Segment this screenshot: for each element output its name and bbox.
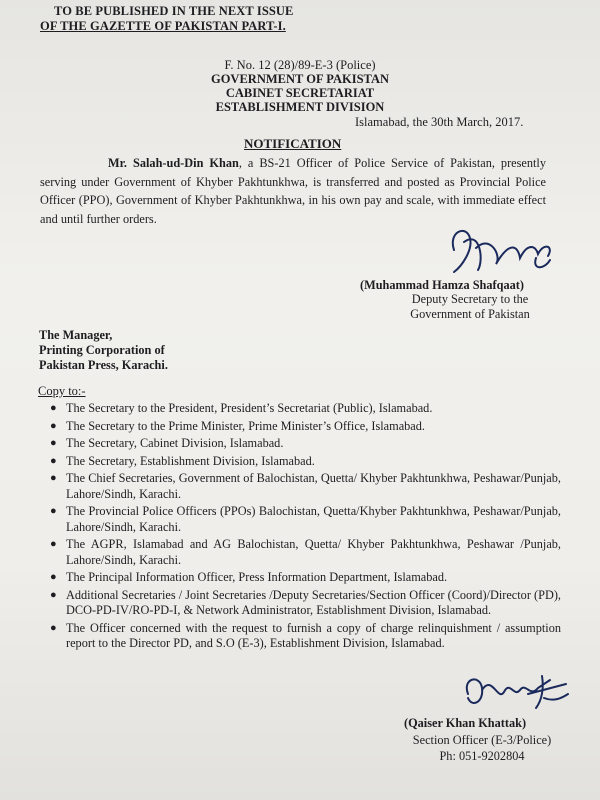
list-item: ● The Secretary to the President, President’s Secretariat (Public), Islamabad. [50, 401, 433, 415]
officer-name: Mr. Salah-ud-Din Khan [108, 156, 239, 170]
list-item: ● The Secretary to the Prime Minister, Prime Minister’s Office, Islamabad. [50, 418, 425, 433]
list-item: ● The Secretary, Establishment Division, Islamabad. [50, 453, 315, 468]
signatory-1-name: (Muhammad Hamza Shafqaat) [360, 278, 524, 292]
signature-2 [458, 668, 573, 716]
list-item: ● The Officer concerned with the request to furnish a copy of charge relinquishment / assumption report to the Director PD, and S.O (E-3), Establishment Division, Islamabad. [50, 620, 561, 650]
copy-to-list [50, 401, 561, 654]
list-item: ● The Principal Information Officer, Press Information Department, Islamabad. [50, 570, 448, 584]
bullet-icon: ● [50, 437, 57, 449]
bullet-icon: ● [50, 505, 57, 517]
list-item: ● Additional Secretaries / Joint Secretaries /Deputy Secretaries/Section Officer (Coord)/Director (PD), DCO-PD-IV/RO-PD-I, & Network Administrator, Establishment Division, Islamabad. [50, 587, 561, 617]
issue-date: Islamabad, the 30th March, 2017. [355, 115, 524, 129]
addressee-line-2: Printing Corporation of [39, 343, 165, 357]
file-number: F. No. 12 (28)/89-E-3 (Police) [224, 58, 376, 72]
bullet-icon: ● [50, 621, 57, 634]
gazette-publication-line-1: TO BE PUBLISHED IN THE NEXT ISSUE [54, 4, 294, 18]
notification-title: NOTIFICATION [244, 136, 342, 151]
bullet-icon: ● [50, 402, 57, 414]
list-item: ● The Chief Secretaries, Government of Balochistan, Quetta/ Khyber Pakhtunkhwa, Peshawar/Punjab, Lahore/Sindh, Karachi. [50, 471, 561, 501]
signatory-1-designation-2: Government of Pakistan [410, 307, 530, 321]
notification-text: , a BS-21 Officer of Police Service of Pakistan, presently serving under Government of Khyber Pakhtunkhwa, is transferred and posted as Provincial Police Officer (PPO), Government of Khyber Pakhtunkhwa, in his own pay and scale, with immediate effect and until further orders. [40, 156, 546, 226]
bullet-icon: ● [50, 538, 57, 550]
secretariat-heading: CABINET SECRETARIAT [225, 86, 375, 100]
bullet-icon: ● [50, 419, 57, 432]
signatory-2-phone: Ph: 051-9202804 [439, 749, 525, 763]
signatory-2-name: (Qaiser Khan Khattak) [404, 716, 527, 730]
notification-body [40, 154, 546, 228]
addressee-line-1: The Manager, [39, 328, 113, 342]
gazette-publication-line-2: OF THE GAZETTE OF PAKISTAN PART-I. [40, 19, 286, 33]
bullet-icon: ● [50, 588, 57, 601]
bullet-icon: ● [50, 472, 57, 484]
addressee-line-3: Pakistan Press, Karachi. [39, 358, 168, 372]
list-item: ● The Provincial Police Officers (PPOs) Balochistan, Quetta/Khyber Pakhtunkhwa, Peshawar/Punjab, Lahore/Sindh, Karachi. [50, 504, 561, 534]
division-heading: ESTABLISHMENT DIVISION [215, 100, 385, 114]
copy-to-label: Copy to:- [38, 384, 86, 398]
bullet-icon: ● [50, 571, 57, 583]
government-heading: GOVERNMENT OF PAKISTAN [210, 72, 390, 86]
list-item: ● The Secretary, Cabinet Division, Islamabad. [50, 436, 284, 450]
list-item: ● The AGPR, Islamabad and AG Balochistan, Quetta/ Khyber Pakhtunkhwa, Peshawar /Punjab, Lahore/Sindh, Karachi. [50, 537, 561, 567]
bullet-icon: ● [50, 454, 57, 467]
signature-1 [440, 220, 560, 278]
signatory-1-designation-1: Deputy Secretary to the [411, 292, 529, 306]
signatory-2-designation: Section Officer (E-3/Police) [412, 733, 552, 747]
